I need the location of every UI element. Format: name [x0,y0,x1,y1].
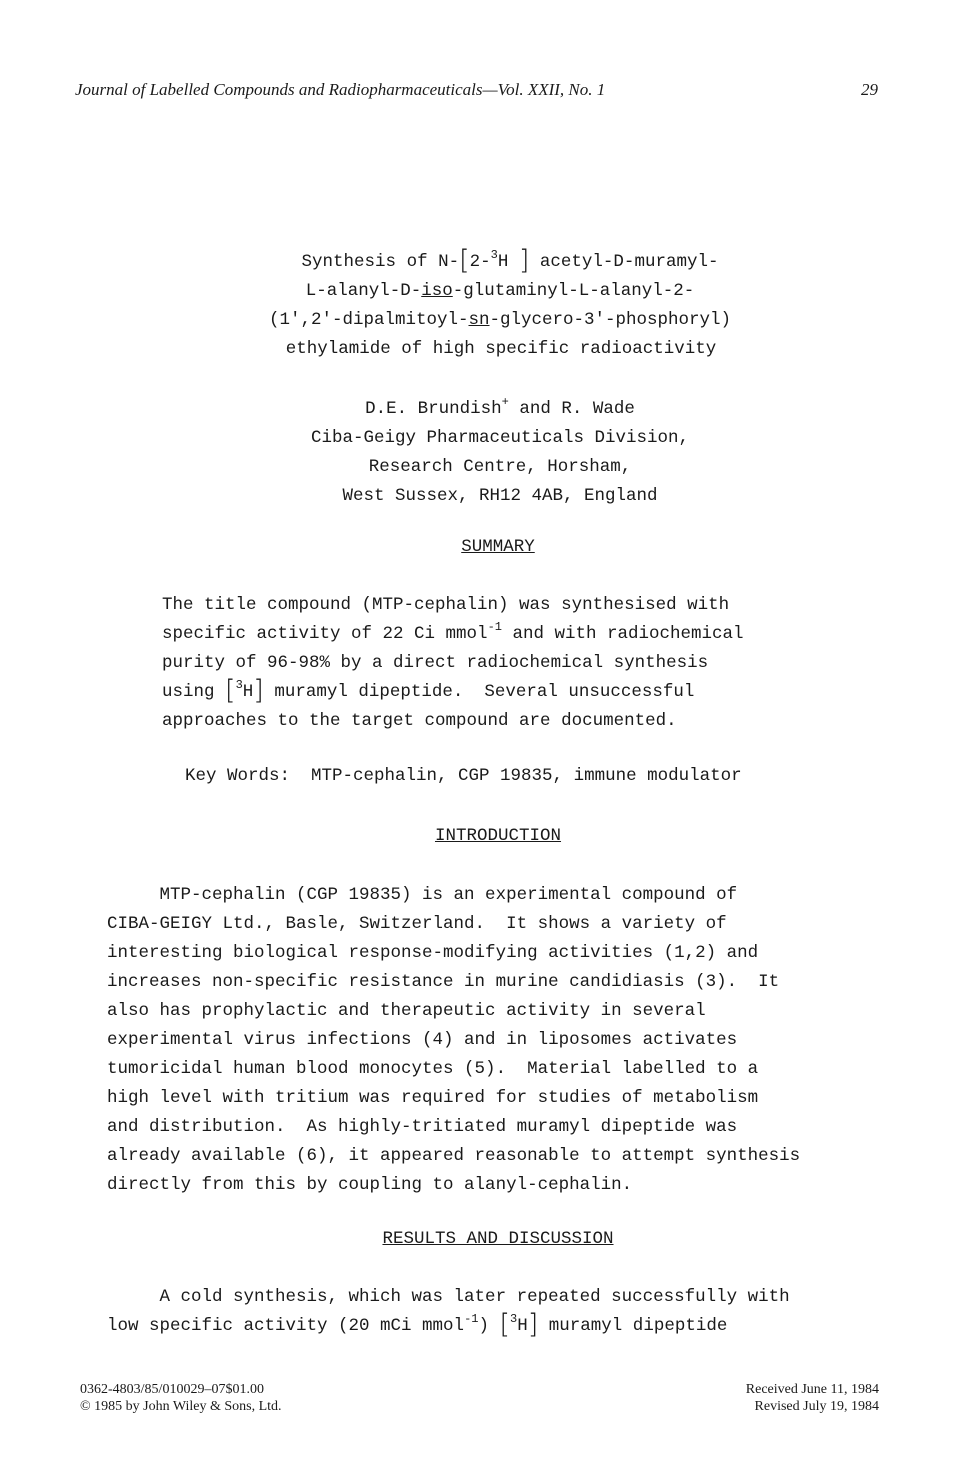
introduction-heading: INTRODUCTION [434,826,562,846]
received-date: Received June 11, 1984 [745,1382,879,1397]
footer-publication-info [80,1381,282,1415]
title-line-1: Synthesis of N-[2-$^3$H ] acetyl-D-muramyl- [301,245,719,276]
article-title [0,245,976,364]
affiliation-line: Research Centre, Horsham, [368,457,632,477]
copyright-notice: © 1985 by John Wiley & Sons, Ltd. [80,1399,282,1414]
affiliation-line: West Sussex, RH12 4AB, England [342,486,658,506]
page-number: 29 [861,80,878,99]
revised-date: Revised July 19, 1984 [754,1399,879,1414]
results-paragraph: A cold synthesis, which was later repeated successfully with low specific activity (20 mCi mmol$^{-1}$) [$^3$H] muramyl dipeptide [107,1287,790,1340]
title-line-4: ethylamide of high specific radioactivity [285,339,717,359]
journal-title: Journal of Labelled Compounds and Radiopharmaceuticals—Vol. XXII, No. 1 [75,80,606,99]
affiliation-line: Ciba-Geigy Pharmaceuticals Division, [310,428,690,448]
title-line-3: (1',2'-dipalmitoyl-sn-glycero-3'-phosphoryl) [268,310,732,330]
title-line-2: L-alanyl-D-iso-glutaminyl-L-alanyl-2- [305,281,695,301]
introduction-paragraph: MTP-cephalin (CGP 19835) is an experimental compound of CIBA-GEIGY Ltd., Basle, Switzerland. It shows a variety of interesting biological response-modifying activities (1,2) and increases non-specific resistance in murine candidiasis (3). It also has prophylactic and therapeutic activity in several experimental virus infections (4) and in liposomes activates tumoricidal human blood monocytes (5). Material labelled to a high level with tritium was required for studies of metabolism and distribution. As highly-tritiated muramyl dipeptide was already available (6), it appeared reasonable to attempt synthesis directly from this by coupling to alanyl-cephalin. [107,885,801,1195]
article-code: 0362-4803/85/010029–07$01.00 [80,1382,264,1397]
running-head [75,80,878,100]
results-heading: RESULTS AND DISCUSSION [382,1229,614,1249]
author-names: D.E. Brundish+ and R. Wade [365,395,635,419]
key-words: Key Words: MTP-cephalin, CGP 19835, immune modulator [185,766,742,786]
summary-heading: SUMMARY [461,537,535,557]
author-block [0,395,976,511]
footer-dates [746,1381,879,1415]
summary-paragraph: The title compound (MTP-cephalin) was synthesised with specific activity of 22 Ci mmol$^{-1}$ and with radiochemical purity of 96-98% by a direct radiochemical synthesis using [$^3$H] muramyl dipeptide. Several unsuccessful approaches to the target compound are documented. [162,595,744,731]
